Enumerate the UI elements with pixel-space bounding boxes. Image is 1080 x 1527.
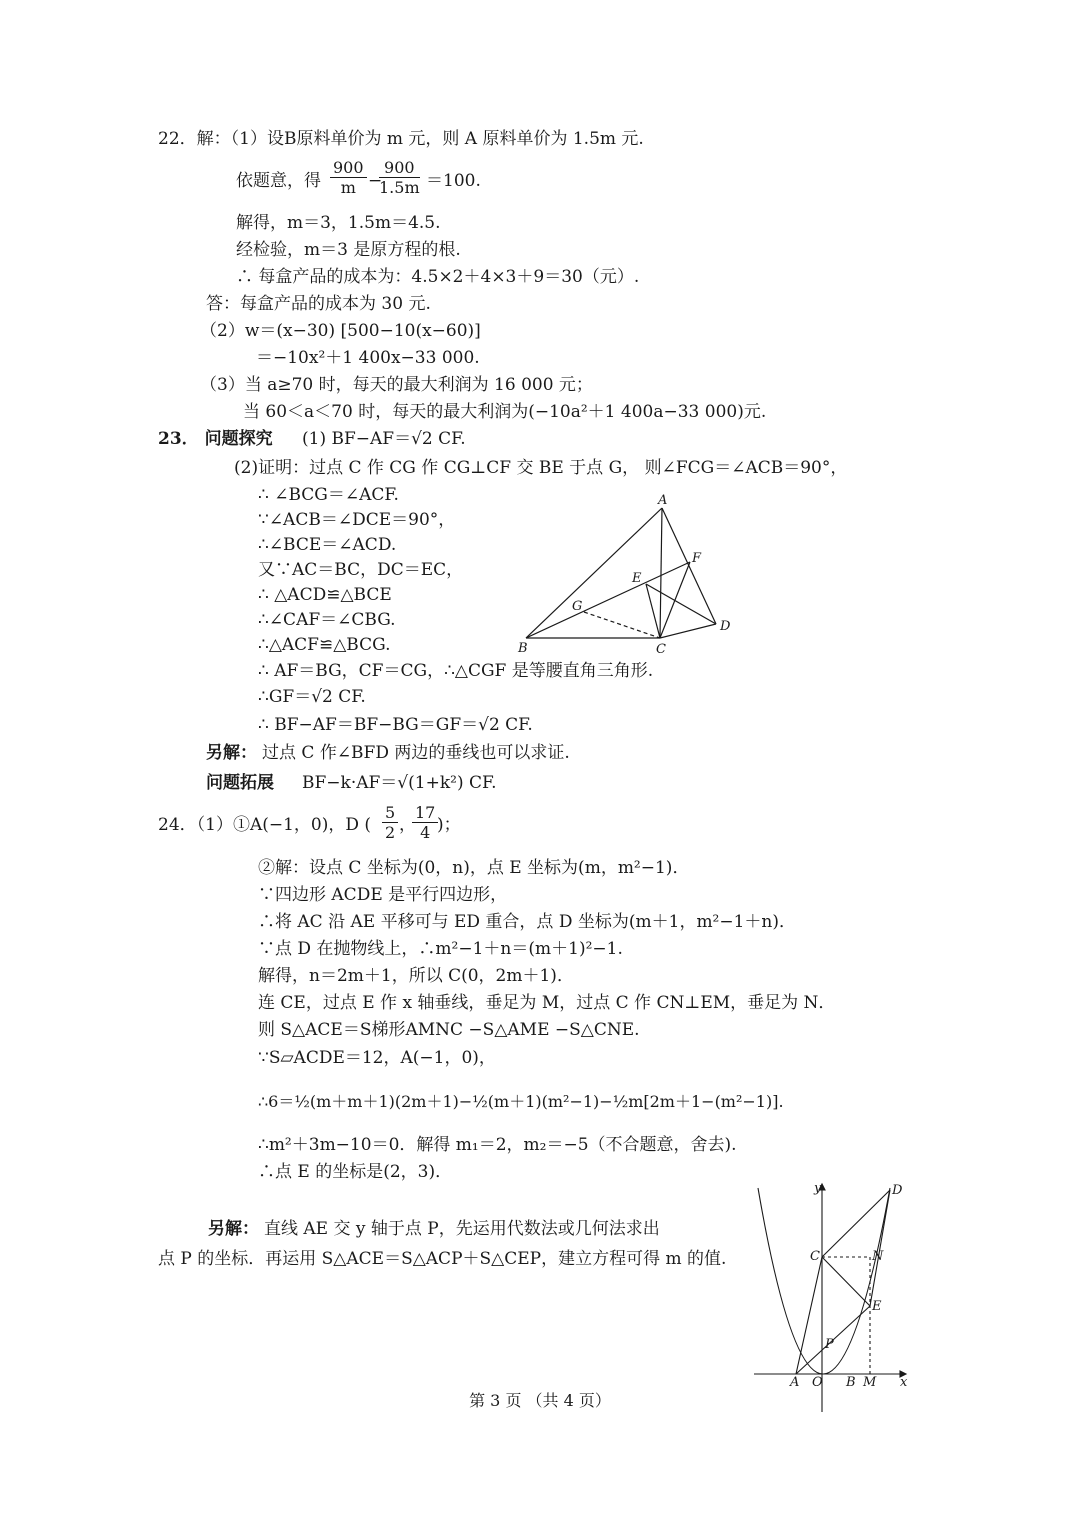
q24-line-3: ∵四边形 ACDE 是平行四边形， <box>258 885 508 905</box>
q24-fraction-b-denominator: 4 <box>420 823 431 842</box>
label-C: C <box>810 1249 820 1264</box>
q24-alt-text-1: 直线 AE 交 y 轴于点 P，先运用代数法或几何法求出 <box>264 1219 660 1239</box>
q22-fraction-1 <box>330 158 367 197</box>
q22-line-8: ＝−10x²＋1 400x−33 000. <box>256 348 480 368</box>
q24-line-1-suffix: )； <box>437 815 461 835</box>
q23-line-2: (2)证明：过点 C 作 CG 作 CG⊥CF 交 BE 于点 G， 则∠FCG＝∠ACB＝90°， <box>234 458 848 478</box>
q23-line-1: (1) BF−AF＝√2 CF. <box>302 429 466 449</box>
q23-extension-heading: 问题拓展 <box>206 773 274 793</box>
label-A: A <box>658 493 668 508</box>
q22-fraction-2 <box>379 158 420 197</box>
q22-fraction-2-numerator: 900 <box>379 158 420 178</box>
q22-line-9: （3）当 a≥70 时，每天的最大利润为 16 000 元； <box>200 375 593 395</box>
q24-line-1-prefix: 24．（1）①A(−1，0)，D ( <box>158 815 372 835</box>
label-P: P <box>825 1337 834 1352</box>
q24-fraction-a-denominator: 2 <box>385 823 396 842</box>
seg-CD <box>660 624 716 638</box>
q23-triangle-figure <box>510 490 750 660</box>
label-y: y <box>814 1181 822 1196</box>
q22-equation-suffix: ＝100. <box>426 171 481 191</box>
seg-ED <box>646 584 716 624</box>
q23-extension-text: BF−k·AF＝√(1+k²) CF. <box>302 773 497 793</box>
q23-line-12: ∴ BF−AF＝BF−BG＝GF＝√2 CF. <box>258 715 533 735</box>
q22-fraction-1-numerator: 900 <box>330 158 367 178</box>
page-footer: 第 3 页 （共 4 页） <box>469 1391 611 1410</box>
q23-line-10: ∴ AF＝BG，CF＝CG，∴△CGF 是等腰直角三角形. <box>258 661 654 681</box>
q22-line-5: ∴ 每盒产品的成本为：4.5×2＋4×3＋9＝30（元）. <box>236 267 640 287</box>
q23-alt-text: 过点 C 作∠BFD 两边的垂线也可以求证. <box>262 743 570 763</box>
label-B: B <box>518 641 528 656</box>
label-E: E <box>872 1299 882 1314</box>
q24-fraction-a-numerator: 5 <box>382 803 398 823</box>
q22-fraction-1-denominator: m <box>340 178 356 197</box>
q24-fraction-a <box>382 803 398 842</box>
q22-line-3: 解得，m＝3，1.5m＝4.5. <box>236 213 441 233</box>
q22-equation-minus: − <box>368 171 383 191</box>
label-G: G <box>572 599 583 614</box>
q23-line-6: 又∵AC＝BC，DC＝EC， <box>258 560 464 580</box>
seg-AB <box>526 508 662 638</box>
q22-line-1: 22．解：（1）设B原料单价为 m 元，则 A 原料单价为 1.5m 元. <box>158 129 644 149</box>
label-D: D <box>892 1183 903 1198</box>
q22-line-7: （2）w＝(x−30) [500−10(x−60)] <box>200 321 481 341</box>
q24-line-5: ∵点 D 在抛物线上，∴m²−1＋n＝(m＋1)²−1. <box>258 939 623 959</box>
seg-CE <box>646 584 660 638</box>
label-D: D <box>720 619 731 634</box>
q22-equation-prefix: 依题意，得 <box>236 171 321 191</box>
label-A: A <box>790 1375 800 1390</box>
seg-AC <box>660 508 662 638</box>
label-O: O <box>812 1375 823 1390</box>
q23-heading: 23． 问题探究 <box>158 429 273 449</box>
q22-line-6: 答：每盒产品的成本为 30 元. <box>206 294 431 314</box>
q24-line-11: ∴m²＋3m−10＝0．解得 m₁＝2，m₂＝−5（不合题意，舍去). <box>258 1135 737 1155</box>
label-E: E <box>632 571 642 586</box>
q24-line-1-comma: ， <box>399 815 416 835</box>
q24-line-9: ∵S▱ACDE＝12，A(−1，0)， <box>258 1048 496 1068</box>
q23-line-8: ∴∠CAF＝∠CBG. <box>258 610 396 630</box>
q24-line-4: ∴将 AC 沿 AE 平移可与 ED 重合，点 D 坐标为(m＋1，m²−1＋n)． <box>258 912 797 932</box>
q23-line-7: ∴ △ACD≌△BCE <box>258 585 392 605</box>
q24-line-7: 连 CE，过点 E 作 x 轴垂线，垂足为 M，过点 C 作 CN⊥EM，垂足为 N． <box>258 993 836 1013</box>
q23-line-5: ∴∠BCE＝∠ACD. <box>258 535 397 555</box>
q24-fraction-b <box>412 803 438 842</box>
label-B: B <box>846 1375 856 1390</box>
seg-GC <box>584 612 660 638</box>
q22-line-10: 当 60＜a＜70 时，每天的最大利润为(−10a²＋1 400a−33 000)元. <box>243 402 767 422</box>
seg-AC <box>796 1257 822 1374</box>
q22-line-4: 经检验，m＝3 是原方程的根. <box>236 240 461 260</box>
q24-alt-heading: 另解： <box>208 1219 259 1239</box>
q24-line-10: ∴6＝½(m＋m＋1)(2m＋1)−½(m＋1)(m²−1)−½m[2m＋1−(m²−1)]. <box>258 1092 784 1111</box>
q23-line-4: ∵∠ACB＝∠DCE＝90°， <box>258 510 456 530</box>
seg-BF <box>526 562 690 638</box>
q24-alt-text-2: 点 P 的坐标．再运用 S△ACE＝S△ACP＋S△CEP，建立方程可得 m 的值. <box>158 1249 727 1269</box>
label-x: x <box>900 1375 908 1390</box>
label-M: M <box>863 1375 877 1390</box>
q24-parabola-figure <box>750 1180 910 1420</box>
label-N: N <box>872 1249 884 1264</box>
q23-alt-heading: 另解： <box>206 743 257 763</box>
q24-line-2: ②解：设点 C 坐标为(0，n)，点 E 坐标为(m，m²−1)． <box>258 858 690 878</box>
q22-fraction-2-denominator: 1.5m <box>379 178 420 197</box>
label-C: C <box>656 642 666 657</box>
q23-line-11: ∴GF＝√2 CF. <box>258 687 366 707</box>
q23-line-9: ∴△ACF≌△BCG. <box>258 635 391 655</box>
seg-CE <box>822 1257 870 1306</box>
q24-line-8: 则 S△ACE＝S梯形AMNC −S△AME −S△CNE. <box>258 1020 640 1040</box>
q24-line-12: ∴点 E 的坐标是(2，3)． <box>258 1162 453 1182</box>
q24-fraction-b-numerator: 17 <box>412 803 438 823</box>
q24-line-6: 解得，n＝2m＋1，所以 C(0，2m＋1)． <box>258 966 574 986</box>
label-F: F <box>692 551 702 566</box>
q23-line-3: ∴ ∠BCG＝∠ACF. <box>258 485 399 505</box>
